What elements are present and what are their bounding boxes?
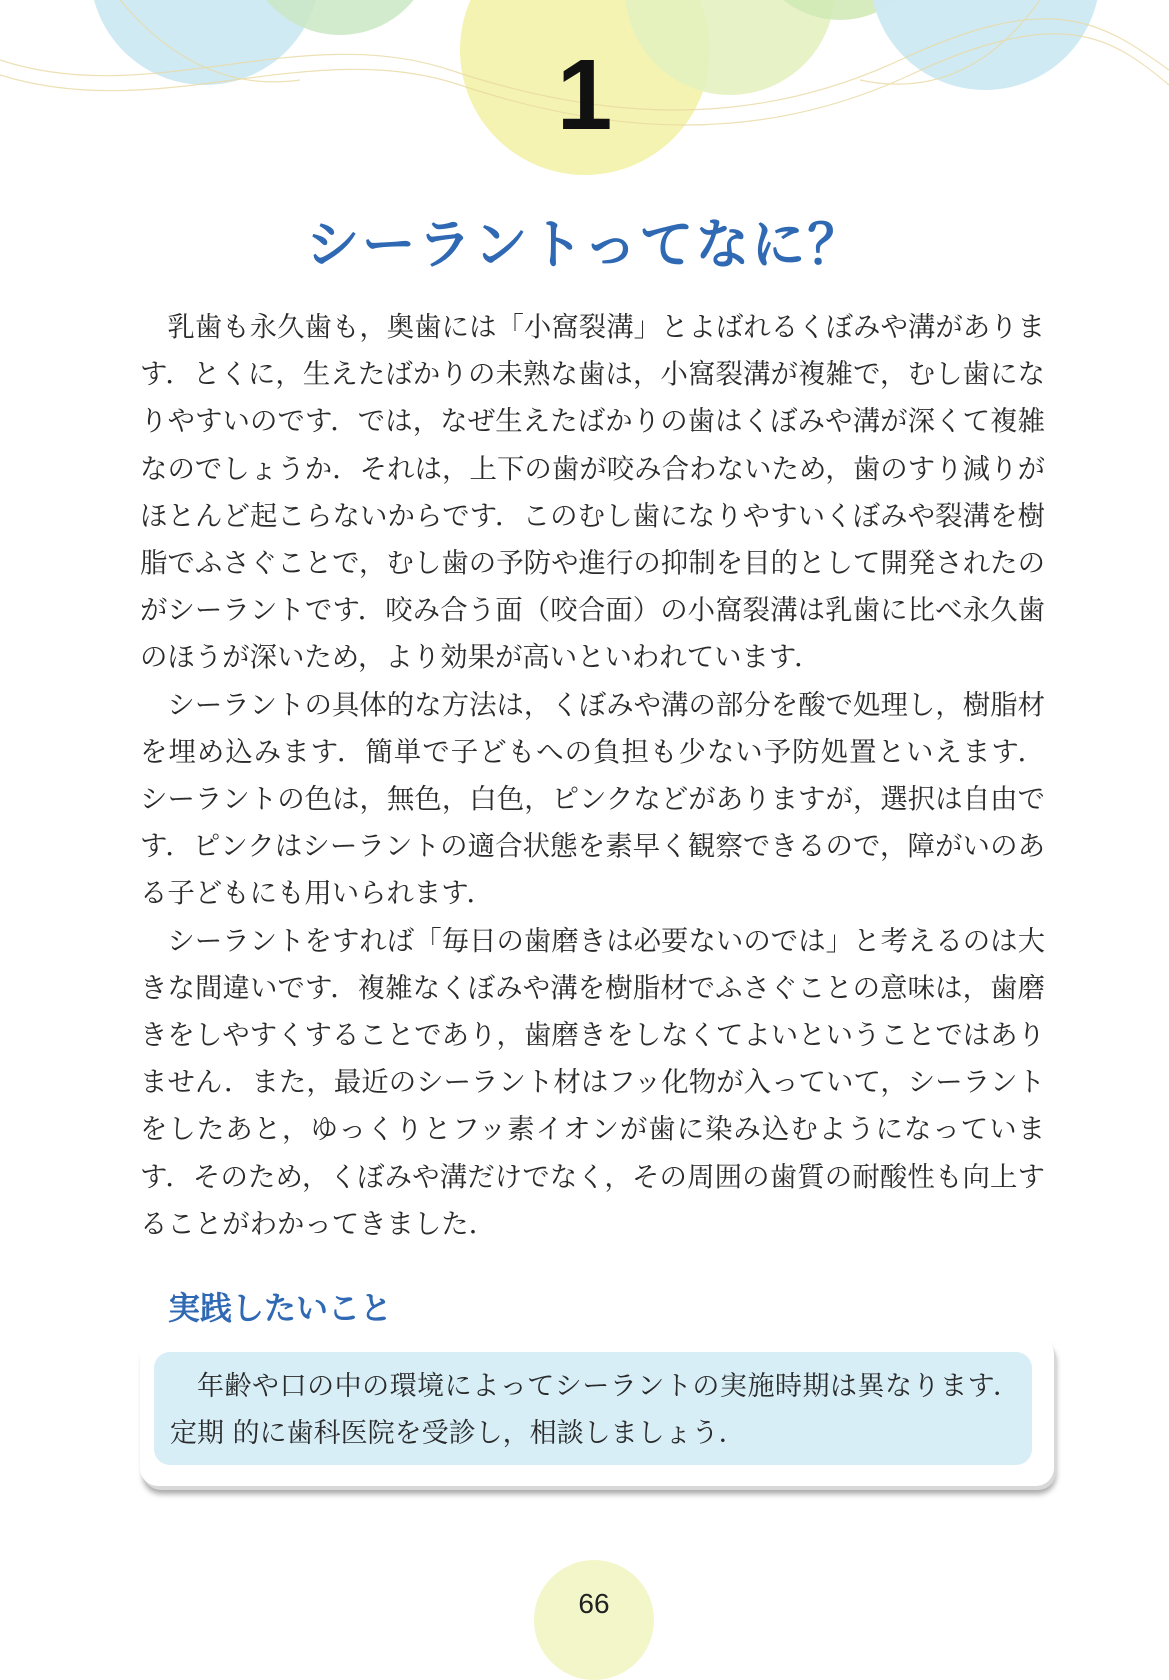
practice-paragraph: 年齢や口の中の環境によってシーラントの実施時期は異なります．定期 的に歯科医院を受診し，相談しましょう． — [170, 1371, 1020, 1449]
paragraph: 乳歯も永久歯も，奥歯には「小窩裂溝」とよばれるくぼみや溝がありま す．とくに，生えたばかりの未熟な歯は，小窩裂溝が複雑で，むし歯にな りやすいのです．では，なぜ生えたばかりの歯はくぼみや溝が深くて複雑 なのでしょうか．それは，上下の歯が咬み合わないため，歯のすり減りが ほとんど起こらないからです．このむし歯になりやすいくぼみや裂溝を樹 脂でふさぐことで，むし歯の予防や進行の抑制を目的として開発されたの がシーラントです．咬み合う面（咬合面）の小窩裂溝は乳歯に比べ永久歯 のほうが深いため，より効果が高いといわれています． — [140, 312, 1045, 674]
article-body — [140, 304, 1045, 1248]
page-number-badge — [534, 1560, 654, 1680]
page-title: シーラントってなに？ — [305, 213, 864, 276]
chapter-number: 1 — [556, 39, 613, 151]
practice-heading: 実践したいこと — [168, 1289, 393, 1327]
paragraph: シーラントの具体的な方法は，くぼみや溝の部分を酸で処理し，樹脂材 を埋め込みます．簡単で子どもへの負担も少ない予防処置といえます． シーラントの色は，無色，白色，ピンクなどがありますが，選択は自由で す．ピンクはシーラントの適合状態を素早く観察できるので，障がいのあ る子どもにも用いられます． — [140, 689, 1045, 910]
paragraph: シーラントをすれば「毎日の歯磨きは必要ないのでは」と考えるのは大 きな間違いです．複雑なくぼみや溝を樹脂材でふさぐことの意味は，歯磨 きをしやすくすることであり，歯磨きをしなくてよいということではあり ません．また，最近のシーラント材はフッ化物が入っていて，シーラント をしたあと，ゆっくりとフッ素イオンが歯に染み込むようになっていま す．そのため，くぼみや溝だけでなく，その周囲の歯質の耐酸性も向上す ることがわかってきました． — [140, 925, 1045, 1240]
page-number: 66 — [578, 1588, 610, 1619]
practice-text — [170, 1363, 1020, 1457]
